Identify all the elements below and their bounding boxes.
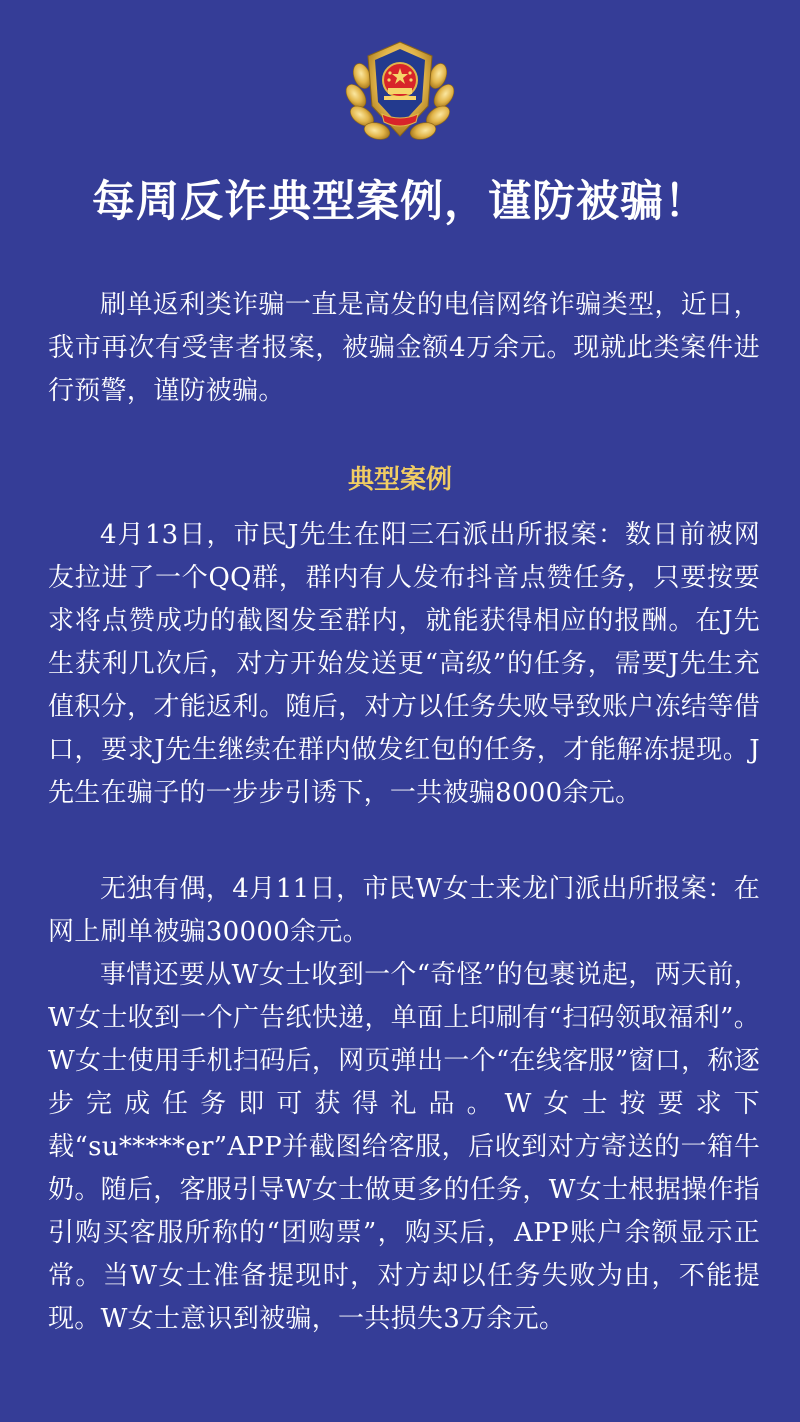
case-paragraph: 4月13日，市民J先生在阳三石派出所报案：数日前被网友拉进了一个QQ群，群内有人发布抖音点赞任务，只要按要求将点赞成功的截图发至群内，就能获得相应的报酬。在J先生获利几次后，对方开始发送更“高级”的任务，需要J先生充值积分，才能返利。随后，对方以任务失败导致账户冻结等借口，要求J先生继续在群内做发红包的任务，才能解冻提现。J先生在骗子的一步步引诱下，一共被骗8000余元。 — [48, 520, 760, 808]
police-badge-icon — [344, 36, 456, 144]
case-paragraph: 事情还要从W女士收到一个“奇怪”的包裹说起，两天前，W女士收到一个广告纸快递，单面上印刷有“扫码领取福利”。W女士使用手机扫码后，网页弹出一个“在线客服”窗口，称逐步完成任务即可获得礼品。W女士按要求下载“su*****er”APP并截图给客服，后收到对方寄送的一箱牛奶。随后，客服引导W女士做更多的任务，W女士根据操作指引购买客服所称的“团购票”，购买后，APP账户余额显示正常。当W女士准备提现时，对方却以任务失败为由，不能提现。W女士意识到被骗，一共损失3万余元。 — [48, 960, 760, 1334]
page-title: 每周反诈典型案例，谨防被骗！ — [92, 177, 708, 227]
section-heading: 典型案例 — [347, 465, 452, 495]
case-paragraph: 无独有偶，4月11日，市民W女士来龙门派出所报案：在网上刷单被骗30000余元。 — [48, 874, 760, 947]
intro-paragraph: 刷单返利类诈骗一直是高发的电信网络诈骗类型，近日，我市再次有受害者报案，被骗金额4万余元。现就此类案件进行预警，谨防被骗。 — [48, 290, 760, 406]
